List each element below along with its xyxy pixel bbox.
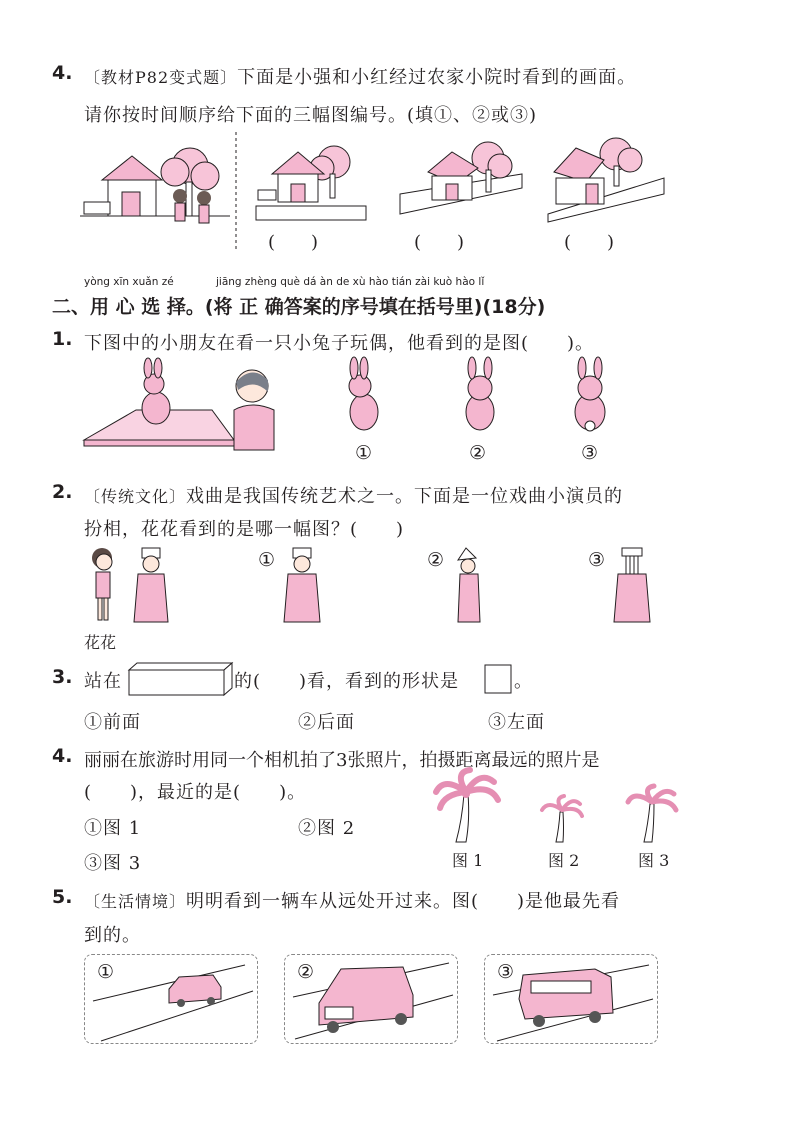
q5-van-near bbox=[285, 955, 457, 1043]
q1-scene bbox=[84, 364, 289, 454]
q2-person-label: 花花 bbox=[84, 633, 117, 652]
q2-scene-girl-and-actor bbox=[84, 546, 174, 630]
q2-actor-front bbox=[282, 546, 322, 630]
q1-option-2[interactable]: ② bbox=[469, 442, 487, 464]
q2-line2: 扮相，花花看到的是哪一幅图？( ) bbox=[84, 519, 405, 540]
q2-option-2[interactable]: ② bbox=[427, 549, 445, 571]
q2-number: 2. bbox=[52, 481, 73, 503]
q4-scene-kids bbox=[80, 138, 240, 250]
q1-option-1[interactable]: ① bbox=[355, 442, 373, 464]
q5-panel-3[interactable] bbox=[484, 954, 658, 1044]
q3-mid: 的( )看，看到的形状是 bbox=[234, 671, 460, 692]
q4-scene-near bbox=[546, 138, 666, 223]
q1-option-3[interactable]: ③ bbox=[581, 442, 599, 464]
q5-panel-1[interactable] bbox=[84, 954, 258, 1044]
q4-top-line2: 请你按时间顺序给下面的三幅图编号。(填①、②或③) bbox=[84, 105, 538, 126]
q1-number: 1. bbox=[52, 328, 73, 350]
q2-text1: 戏曲是我国传统艺术之一。下面是一位戏曲小演员的 bbox=[186, 486, 624, 507]
q5-option-2[interactable]: ② bbox=[297, 961, 315, 983]
q5-line1 bbox=[84, 887, 620, 913]
q4-top-number: 4. bbox=[52, 62, 73, 84]
q4-number: 4. bbox=[52, 745, 73, 767]
q3-cuboid-figure bbox=[128, 662, 234, 696]
q5-line2: 到的。 bbox=[84, 925, 141, 946]
q4-top-blank-1[interactable]: ( ) bbox=[268, 232, 319, 253]
divider-dashed bbox=[234, 132, 238, 250]
q4-palm-medium bbox=[626, 786, 678, 844]
q4-caption-2: 图 2 bbox=[548, 851, 580, 870]
q2-actor-side bbox=[450, 546, 490, 630]
q3-choice-1[interactable]: ①前面 bbox=[84, 712, 141, 733]
q3-number: 3. bbox=[52, 666, 73, 688]
q4-line1: 丽丽在旅游时用同一个相机拍了3张照片，拍摄距离最远的照片是 bbox=[84, 750, 600, 771]
q5-panel-2[interactable] bbox=[284, 954, 458, 1044]
q4-scene-mid bbox=[398, 138, 526, 223]
q4-choice-2[interactable]: ②图 2 bbox=[298, 818, 356, 839]
q5-option-1[interactable]: ① bbox=[97, 961, 115, 983]
q5-text1: 明明看到一辆车从远处开过来。图( )是他最先看 bbox=[186, 891, 621, 912]
q4-scene-far bbox=[254, 138, 374, 223]
q4-top-blank-2[interactable]: ( ) bbox=[414, 232, 465, 253]
q4-line2: ( )，最近的是( )。 bbox=[84, 782, 307, 803]
q2-actor-back bbox=[612, 546, 652, 630]
q4-caption-1: 图 1 bbox=[452, 851, 484, 870]
q3-pre: 站在 bbox=[84, 671, 122, 692]
q4-choice-3[interactable]: ③图 3 bbox=[84, 853, 142, 874]
q5-van-far bbox=[85, 955, 257, 1043]
q4-palm-small bbox=[540, 796, 584, 844]
section2-title: 二、用 心 选 择。(将 正 确答案的序号填在括号里)(18分) bbox=[52, 296, 546, 318]
q1-text: 下图中的小朋友在看一只小兔子玩偶，他看到的是图( )。 bbox=[84, 333, 595, 354]
section2-pinyin-1: yòng xīn xuǎn zé bbox=[84, 276, 174, 288]
q4-choice-1[interactable]: ①图 1 bbox=[84, 818, 142, 839]
q4-top-text1: 下面是小强和小红经过农家小院时看到的画面。 bbox=[237, 67, 637, 88]
section2-pinyin-2: jiāng zhèng què dá àn de xù hào tián zài kuò hào lǐ bbox=[216, 276, 485, 288]
q5-number: 5. bbox=[52, 886, 73, 908]
q1-rabbit-options bbox=[340, 360, 630, 440]
q5-van-passing bbox=[485, 955, 657, 1043]
q3-end: 。 bbox=[514, 671, 533, 692]
q5-tag: 〔生活情境〕 bbox=[84, 892, 187, 911]
q4-caption-3: 图 3 bbox=[638, 851, 670, 870]
q2-option-3[interactable]: ③ bbox=[588, 549, 606, 571]
q4-top-line1 bbox=[84, 63, 636, 89]
q2-line1 bbox=[84, 482, 623, 508]
q3-choice-3[interactable]: ③左面 bbox=[488, 712, 545, 733]
q3-choice-2[interactable]: ②后面 bbox=[298, 712, 355, 733]
q5-option-3[interactable]: ③ bbox=[497, 961, 515, 983]
q4-top-blank-3[interactable]: ( ) bbox=[564, 232, 615, 253]
q4-top-tag: 〔教材P82变式题〕 bbox=[84, 68, 238, 87]
q4-palm-large bbox=[434, 770, 500, 844]
q3-shape-square bbox=[484, 664, 512, 694]
q2-tag: 〔传统文化〕 bbox=[84, 487, 187, 506]
q2-option-1[interactable]: ① bbox=[258, 549, 276, 571]
